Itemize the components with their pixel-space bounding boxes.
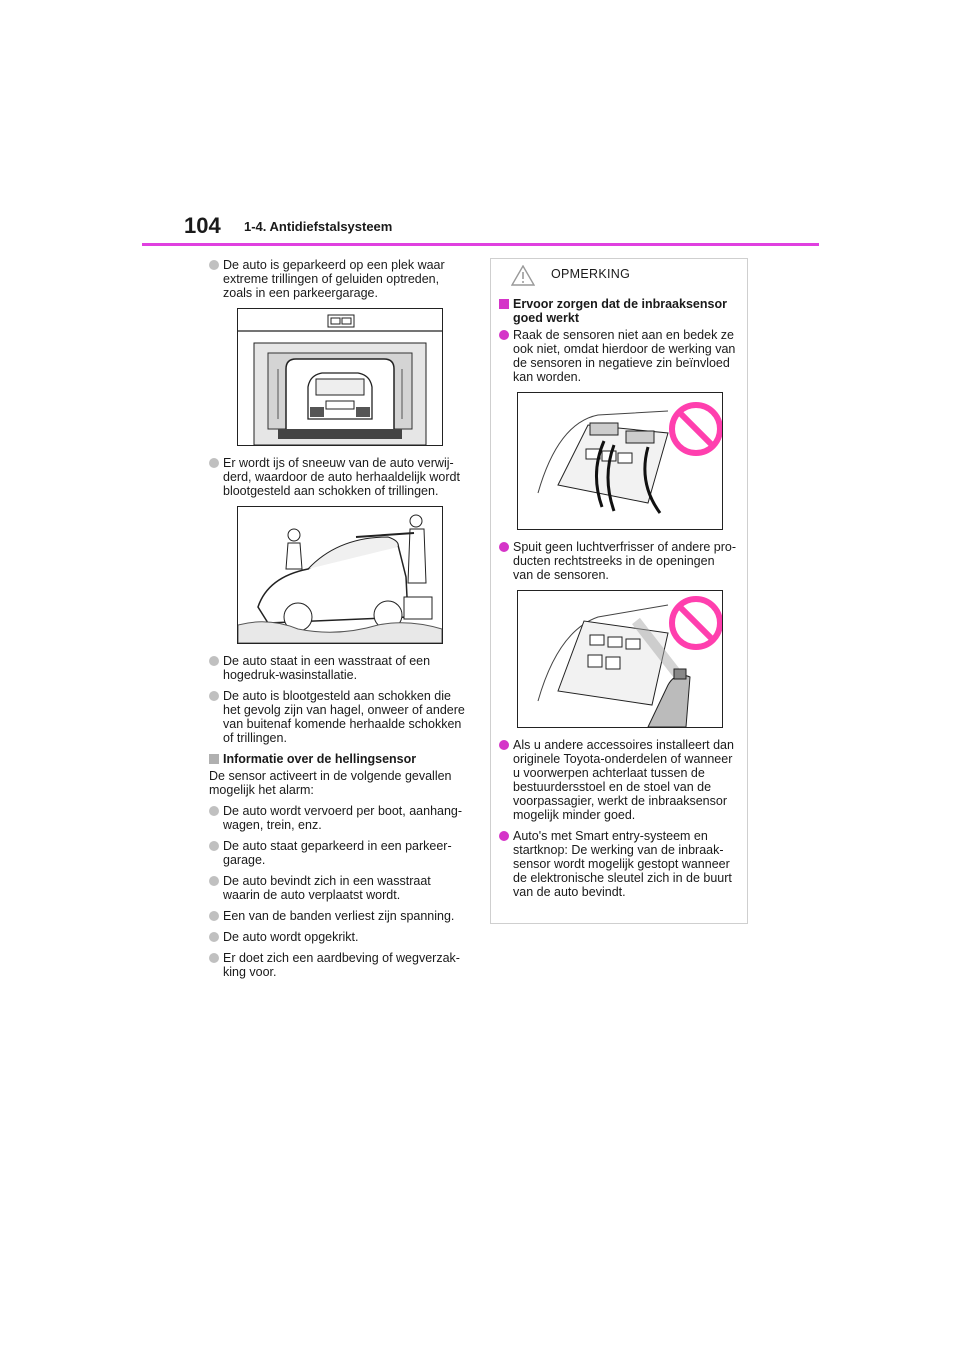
section-title: 1-4. Antidiefstalsysteem [244, 219, 393, 234]
notice-heading: Ervoor zorgen dat de inbraaksensor goed werkt [499, 297, 737, 325]
bullet-ice-removal: Er wordt ijs of sneeuw van de auto verwij-derd, waardoor de auto herhaaldelijk wordt blootgesteld aan schokken of trillingen. [209, 456, 471, 498]
page-number: 104 [184, 213, 221, 238]
spray-illustration [517, 590, 723, 728]
list-item: De auto wordt opgekrikt. [209, 930, 471, 944]
warning-triangle-icon [511, 265, 535, 289]
list-item: Een van de banden verliest zijn spanning. [209, 909, 471, 923]
bullet-parking-garage: De auto is geparkeerd op een plek waar extreme trillingen of geluiden optreden, zoals in een parkeergarage. [209, 258, 471, 300]
bullet-smart-entry: Auto's met Smart entry-systeem en startknop: De werking van de inbraak-sensor wordt mogelijk gestopt wanneer de elektronische sleutel zich in de buurt van de auto bevindt. [499, 829, 737, 899]
bullet-do-not-touch: Raak de sensoren niet aan en bedek ze ook niet, omdat hierdoor de werking van de sensoren in negatieve zin beïnvloed kan worden. [499, 328, 737, 384]
snow-removal-illustration [237, 506, 443, 644]
bullet-no-spray: Spuit geen luchtverfrisser of andere pro-ducten rechtstreeks in de openingen van de sensoren. [499, 540, 737, 582]
tilt-sensor-heading: Informatie over de hellingsensor [209, 752, 471, 766]
tilt-sensor-intro: De sensor activeert in de volgende gevallen mogelijk het alarm: [209, 769, 452, 797]
sensor-touch-illustration [517, 392, 723, 530]
bullet-hail: De auto is blootgesteld aan schokken die het gevolg zijn van hagel, onweer of andere van buitenaf komende herhaalde schokken of trillingen. [209, 689, 471, 745]
list-item: Er doet zich een aardbeving of wegverzak-king voor. [209, 951, 471, 979]
car-wash-illustration [237, 308, 443, 446]
bullet-car-wash: De auto staat in een wasstraat of een hogedruk-wasinstallatie. [209, 654, 471, 682]
list-item: De auto wordt vervoerd per boot, aanhang-wagen, trein, enz. [209, 804, 471, 832]
bullet-accessories: Als u andere accessoires installeert dan originele Toyota-onderdelen of wanneer u voorwerpen achterlaat tussen de bestuurdersstoel en de stoel van de voorpassagier, werkt de inbraaksensor mogelijk minder goed. [499, 738, 737, 822]
header-rule [142, 243, 819, 246]
list-item: De auto staat geparkeerd in een parkeer-garage. [209, 839, 471, 867]
list-item: De auto bevindt zich in een wasstraat waarin de auto verplaatst wordt. [209, 874, 471, 902]
left-column [209, 258, 471, 986]
notice-header [491, 259, 747, 291]
notice-label: OPMERKING [551, 267, 631, 281]
notice-box [490, 258, 748, 924]
